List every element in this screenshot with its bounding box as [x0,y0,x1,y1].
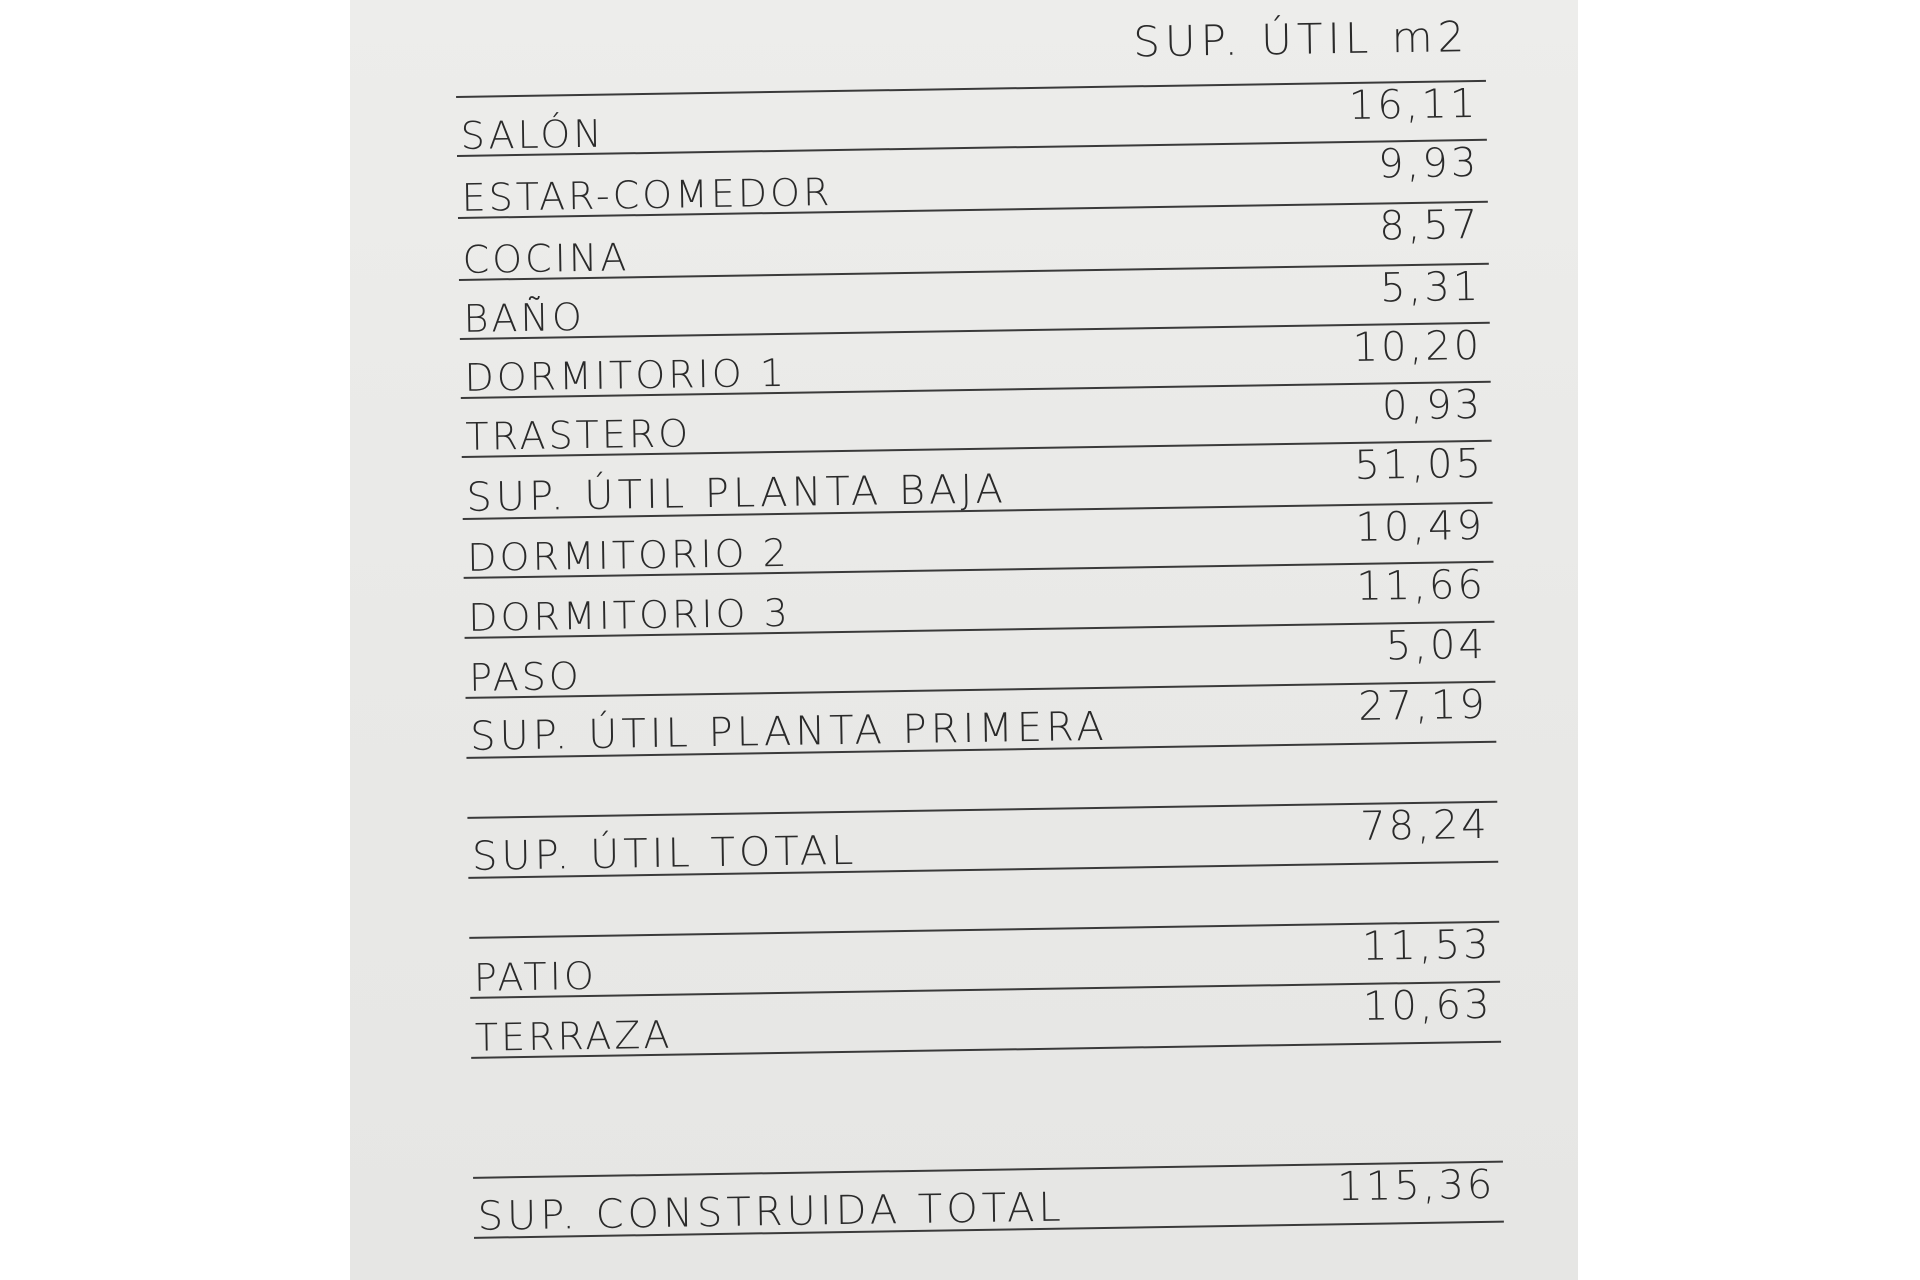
row-label: COCINA [462,235,630,282]
row-value: 10,49 [1355,502,1486,551]
row-value: 51,05 [1354,440,1485,489]
row-label: SUP. CONSTRUIDA TOTAL [477,1184,1066,1240]
row-label: PATIO [473,953,598,1000]
row-value: 8,57 [1378,201,1481,250]
row-value: 11,53 [1361,921,1492,970]
row-value: 0,93 [1381,381,1484,430]
row-label: DORMITORIO 1 [464,350,788,400]
document-sheet [350,0,1578,1280]
row-value: 10,20 [1352,322,1483,371]
row-value: 11,66 [1356,561,1487,610]
row-label: ESTAR-COMEDOR [461,170,833,220]
row-value: 16,11 [1348,80,1479,129]
row-label: SUP. ÚTIL PLANTA BAJA [466,466,1008,521]
row-label: DORMITORIO 3 [467,590,792,640]
row-label: BAÑO [463,294,586,341]
row-label: TRASTERO [465,411,692,459]
row-label: SUP. ÚTIL PLANTA PRIMERA [469,703,1108,760]
row-value: 5,31 [1379,263,1482,312]
row-value: 27,19 [1357,681,1489,730]
column-header: SUP. ÚTIL m2 [1132,12,1470,67]
row-value: 9,93 [1377,139,1480,188]
table-spacer [471,1043,1503,1177]
row-value: 10,63 [1362,981,1493,1030]
row-label: SUP. ÚTIL TOTAL [471,827,858,880]
row-label: SALÓN [460,111,606,158]
row-value: 115,36 [1336,1161,1496,1211]
row-label: TERRAZA [474,1012,673,1060]
row-value: 78,24 [1359,801,1491,850]
surface-table [455,12,1504,1239]
row-label: DORMITORIO 2 [466,530,791,580]
row-label: PASO [468,654,583,700]
row-value: 5,04 [1385,621,1488,670]
